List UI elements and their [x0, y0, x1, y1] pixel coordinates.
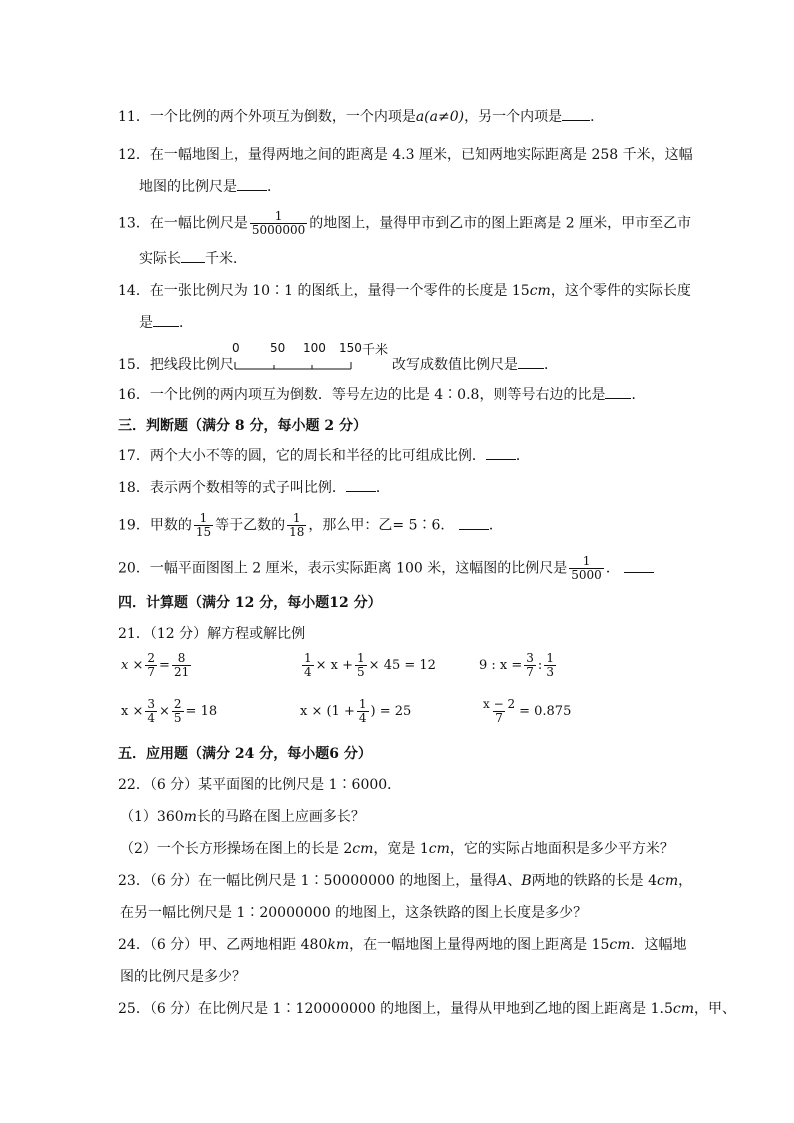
question-22	[118, 776, 401, 794]
fraction: $\frac{1}{15}$	[195, 511, 212, 539]
equation-5: x × (1 + $\frac{1}{4}$ ) = 25	[300, 697, 412, 725]
equation-1: x × $\frac{2}{7}$ = $\frac{8}{21}$	[121, 651, 190, 679]
question-text: 一幅平面图图上 2 厘米，表示实际距离 100 米，这幅图的比例尺是	[149, 560, 568, 577]
question-number: 25．	[118, 1001, 150, 1017]
question-text: 一个比例的两内项互为倒数．等号左边的比是 4∶0.8，则等号右边的比是	[149, 387, 606, 403]
question-20: 20．一幅平面图图上 2 厘米，表示实际距离 100 米，这幅图的比例尺是 $\frac{1}{5000}$ ．	[118, 555, 654, 582]
section-title: 四．计算题（满分 12 分，每小题12 分）	[118, 595, 382, 611]
question-number: 16．	[118, 387, 150, 403]
question-24-cont: 图的比例尺是多少？	[120, 969, 246, 985]
fraction: $\frac{1}{18}$	[289, 511, 305, 539]
question-16: 16．一个比例的两内项互为倒数．等号左边的比是 4∶0.8，则等号右边的比是 ．	[118, 387, 646, 403]
question-text: ，这个零件的实际长度	[550, 283, 691, 299]
question-11: 11．一个比例的两个外项互为倒数，一个内项是a(a≠0)，另一个内项是 ．	[118, 109, 605, 125]
question-text: 一个比例的两个外项互为倒数，一个内项是	[149, 109, 416, 125]
question-24: 24．（6 分）甲、乙两地相距 480km，在一幅地图上量得两地的图上距离是 15cm．这幅地	[118, 937, 687, 953]
question-number: 17．	[118, 448, 150, 464]
question-text: 把线段比例尺	[149, 357, 234, 373]
question-15	[118, 356, 234, 374]
scale-tick-label: 0	[232, 341, 240, 355]
question-number: 22．	[118, 777, 150, 793]
question-text: 在一张比例尺为 10∶1 的图纸上，量得一个零件的长度是 15	[149, 283, 530, 299]
question-text: 两个大小不等的圆，它的周长和半径的比可组成比例．	[149, 448, 486, 464]
section-title: 三．判断题（满分 8 分，每小题 2 分）	[118, 418, 367, 434]
question-text: 等于乙数的	[215, 517, 286, 534]
answer-blank[interactable]	[237, 178, 267, 191]
question-number: 13．	[118, 215, 150, 232]
question-number: 11．	[118, 109, 150, 125]
fraction: $\frac{1}{5000}$	[571, 554, 602, 582]
question-text: （6 分）某平面图的比例尺是 1∶6000．	[149, 777, 402, 793]
question-14: 14．在一张比例尺为 10∶1 的图纸上，量得一个零件的长度是 15cm，这个零件的实际长度	[118, 283, 691, 299]
question-15-cont: 改写成数值比例尺是 ．	[392, 357, 558, 373]
question-number: 15．	[118, 357, 150, 373]
question-number: 18．	[118, 480, 150, 496]
answer-blank[interactable]	[624, 560, 654, 573]
section-title: 五．应用题（满分 24 分，每小题6 分）	[118, 746, 372, 762]
equation-6: $\frac{x - 2}{7}$ = 0.875	[483, 697, 572, 725]
question-text: ，另一个内项是	[464, 109, 563, 125]
equation-4: x × $\frac{3}{4}$ × $\frac{2}{5}$ = 18	[121, 697, 218, 725]
scale-unit-label: 千米	[362, 343, 389, 358]
question-text: 的地图上，量得甲市到乙市的图上距离是 2 厘米，甲市至乙市	[309, 215, 692, 232]
answer-blank[interactable]	[181, 250, 205, 263]
math-expression: a(a≠0)	[415, 109, 465, 125]
question-text: （12 分）解方程或解比例	[149, 626, 306, 642]
question-14-cont: 是 ．	[139, 315, 193, 331]
equation-3: 9 : x = $\frac{3}{7}$ : $\frac{1}{3}$	[479, 651, 554, 679]
question-text: 在一幅地图上，量得两地之间的距离是 4.3 厘米，已知两地实际距离是 258 千米，这幅	[149, 147, 693, 163]
answer-blank[interactable]	[486, 447, 516, 460]
question-21	[118, 625, 305, 643]
question-text: 在一幅比例尺是	[149, 215, 248, 232]
question-text: 地图的比例尺是	[139, 179, 237, 195]
question-19: 19．甲数的 $\frac{1}{15}$ 等于乙数的 $\frac{1}{18}$ ，那么甲：乙= 5∶6． ．	[118, 511, 503, 539]
question-text: 表示两个数相等的式子叫比例．	[149, 480, 346, 496]
question-number: 19．	[118, 517, 150, 534]
answer-blank[interactable]	[562, 108, 590, 121]
answer-blank[interactable]	[605, 386, 631, 399]
scale-tick-label: 150	[339, 341, 362, 355]
question-22-part-1: （1）360m长的马路在图上应画多长？	[120, 809, 365, 825]
fraction: $\frac{1}{5000000}$	[251, 209, 306, 237]
answer-blank[interactable]	[153, 314, 179, 327]
question-number: 21．	[118, 626, 150, 642]
answer-blank[interactable]	[459, 517, 489, 530]
scale-line	[234, 359, 359, 371]
question-number: 20．	[118, 560, 150, 577]
question-number: 12．	[118, 147, 150, 163]
question-number: 24．	[118, 937, 150, 953]
question-text: ，那么甲：乙= 5∶6．	[308, 517, 455, 534]
question-text: 实际长	[139, 251, 181, 267]
question-12	[118, 146, 693, 164]
question-text: 千米．	[205, 251, 247, 267]
equation-2: $\frac{1}{4}$ × x + $\frac{1}{5}$ × 45 = 12	[304, 651, 436, 679]
question-25: 25．（6 分）在比例尺是 1∶120000000 的地图上，量得从甲地到乙地的图上距离是 1.5cm，甲、	[118, 1001, 736, 1017]
answer-blank[interactable]	[346, 479, 376, 492]
question-text: 改写成数值比例尺是	[392, 357, 518, 373]
line-scale-bar	[232, 341, 392, 371]
question-number: 14．	[118, 283, 150, 299]
question-13	[118, 210, 691, 237]
question-13-cont	[139, 250, 247, 268]
question-number: 23．	[118, 873, 150, 889]
question-18: 18．表示两个数相等的式子叫比例． ．	[118, 480, 390, 496]
scale-tick-label: 50	[270, 341, 286, 355]
question-23-cont: 在另一幅比例尺是 1∶20000000 的地图上，这条铁路的图上长度是多少？	[120, 905, 588, 921]
question-22-part-2: （2）一个长方形操场在图上的长是 2cm，宽是 1cm，它的实际占地面积是多少平方米？	[120, 841, 674, 857]
question-17: 17．两个大小不等的圆，它的周长和半径的比可组成比例． ．	[118, 448, 530, 464]
scale-tick-label: 100	[303, 341, 326, 355]
question-23: 23．（6 分）在一幅比例尺是 1∶50000000 的地图上，量得A、B两地的铁路的长是 4cm，	[118, 873, 693, 889]
question-text: 甲数的	[149, 517, 192, 534]
question-12-cont: 地图的比例尺是 ．	[139, 179, 281, 195]
answer-blank[interactable]	[518, 356, 544, 369]
